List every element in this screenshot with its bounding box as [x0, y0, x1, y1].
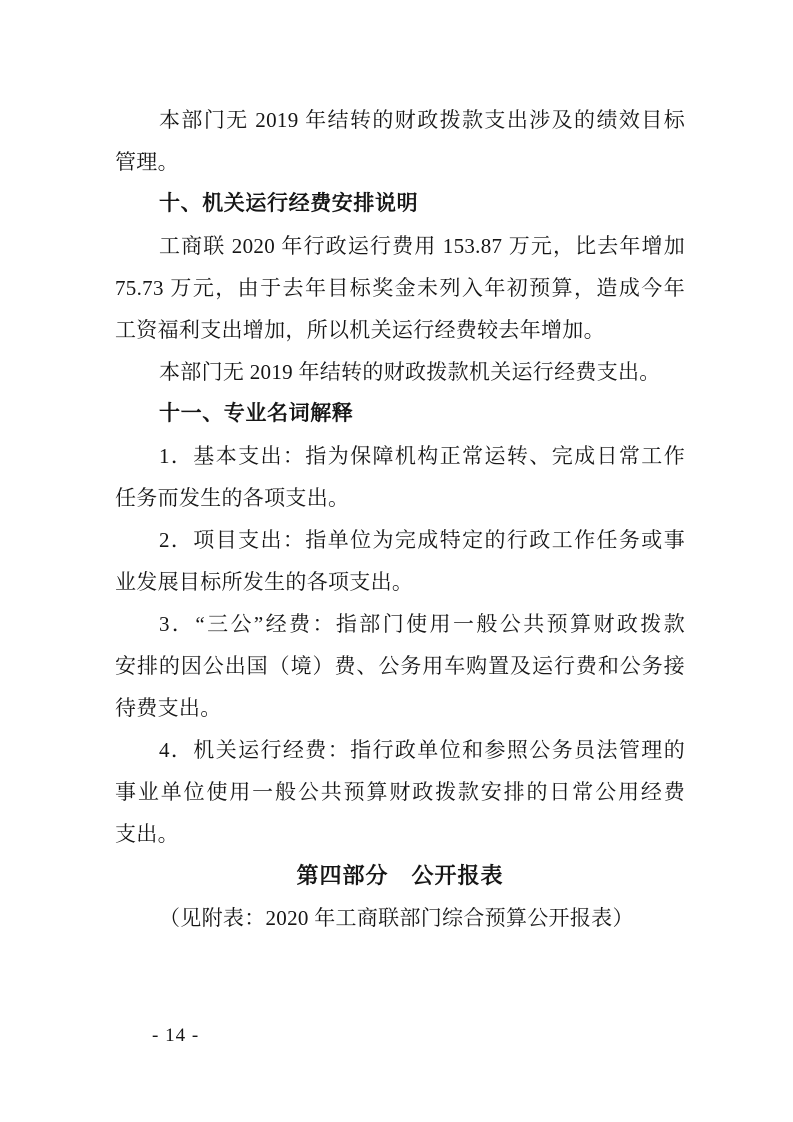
- text-line: 本部门无 2019 年结转的财政拨款机关运行经费支出。: [159, 360, 661, 384]
- text-line: 75.73 万元，由于去年目标奖金未列入年初预算，造成今年: [115, 276, 685, 300]
- document-body: [115, 99, 685, 939]
- text-line: 工资福利支出增加，所以机关运行经费较去年增加。: [115, 318, 605, 342]
- text-line: 管理。: [115, 150, 179, 174]
- text-line: 待费支出。: [115, 696, 222, 720]
- heading-line: 十一、专业名词解释: [159, 402, 354, 425]
- text-line: 2．项目支出：指单位为完成特定的行政工作任务或事: [159, 528, 685, 552]
- text-line: 3．“三公”经费：指部门使用一般公共预算财政拨款: [159, 612, 685, 636]
- heading-line: 十、机关运行经费安排说明: [159, 192, 419, 215]
- text-line: 任务而发生的各项支出。: [115, 486, 350, 510]
- text-line: 事业单位使用一般公共预算财政拨款安排的日常公用经费: [115, 780, 685, 804]
- text-line: 本部门无 2019 年结转的财政拨款支出涉及的绩效目标: [159, 108, 685, 132]
- text-line: 1．基本支出：指为保障机构正常运转、完成日常工作: [159, 444, 685, 468]
- text-line: 业发展目标所发生的各项支出。: [115, 570, 414, 594]
- text-line: 安排的因公出国（境）费、公务用车购置及运行费和公务接: [115, 654, 685, 678]
- text-line: 支出。: [115, 822, 179, 846]
- page-number: - 14 -: [152, 1025, 200, 1046]
- text-line: 工商联 2020 年行政运行费用 153.87 万元，比去年增加: [159, 234, 685, 258]
- text-line: 4．机关运行经费：指行政单位和参照公务员法管理的: [159, 738, 685, 762]
- heading-line: 第四部分 公开报表: [296, 863, 504, 888]
- text-line: （见附表：2020 年工商联部门综合预算公开报表）: [159, 906, 634, 930]
